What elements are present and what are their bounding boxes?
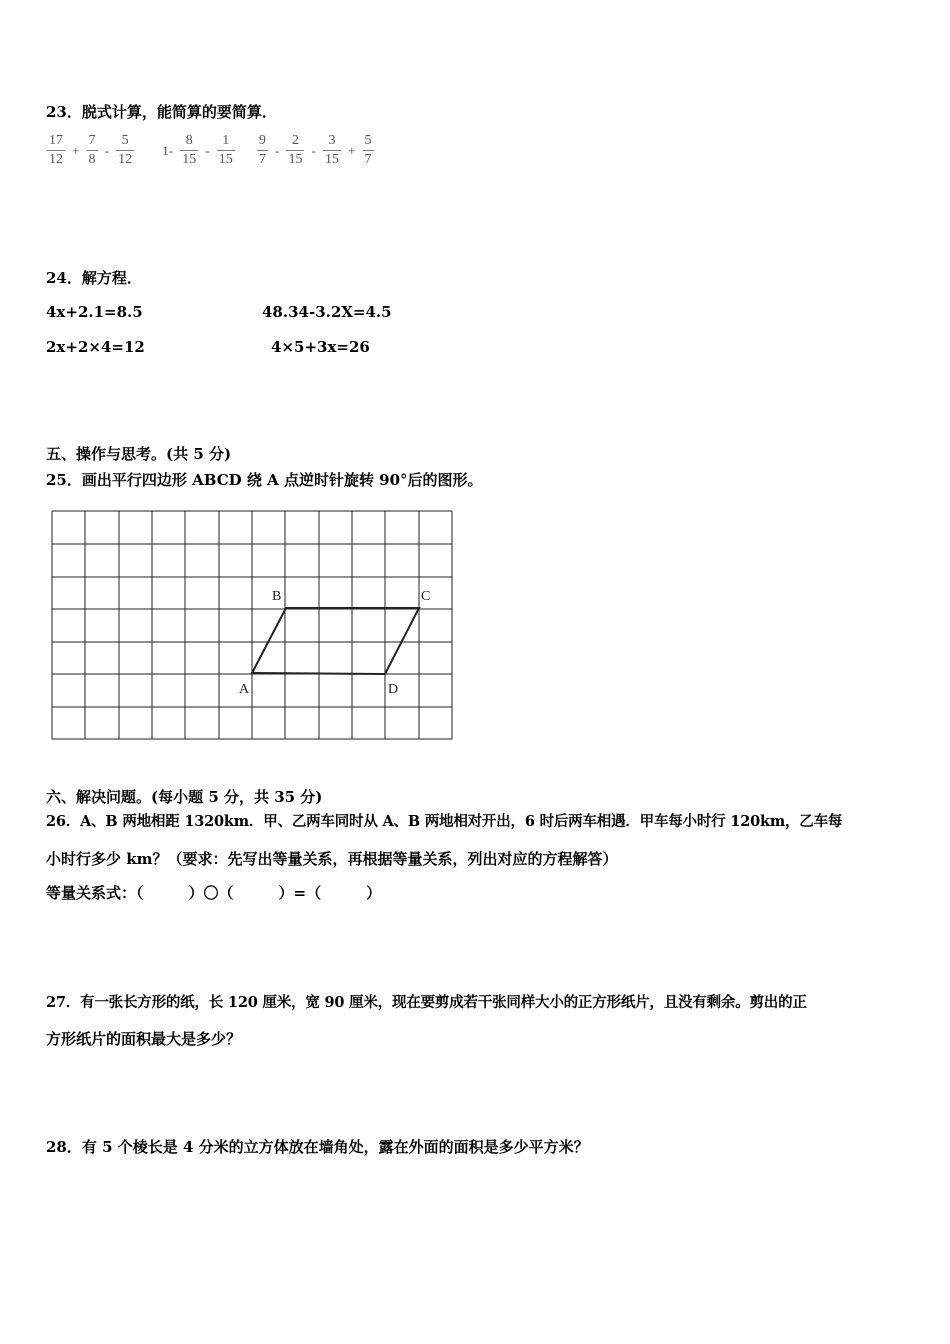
operator: + (348, 142, 356, 158)
vertex-label-b: B (272, 589, 282, 604)
vertex-label-c: C (421, 589, 431, 604)
operator: - (275, 142, 280, 158)
q24-title: 24．解方程． (46, 269, 142, 287)
q25-text: 25．画出平行四边形 ABCD 绕 A 点逆时针旋转 90°后的图形。 (46, 471, 483, 489)
section-heading: 五、操作与思考。(共 5 分) (46, 445, 232, 463)
operator: + (72, 142, 80, 158)
operator: 1- (162, 142, 174, 158)
fraction: $\frac{9}{7}$ (258, 133, 266, 167)
equation: 4×5+3x=26 (271, 338, 370, 356)
fraction: $\frac{7}{8}$ (88, 133, 96, 167)
fraction: $\frac{1}{15}$ (218, 133, 233, 167)
fraction: $\frac{2}{15}$ (288, 133, 303, 167)
equation: 48.34-3.2X=4.5 (262, 303, 392, 321)
equation: 4x+2.1=8.5 (46, 303, 143, 321)
fraction: $\frac{5}{7}$ (364, 133, 372, 167)
operator: - (104, 142, 109, 158)
equation: 2x+2×4=12 (46, 338, 145, 356)
q23-expr-1 (46, 133, 140, 167)
q23-expr-3 (256, 133, 375, 167)
parallelogram-abcd (252, 608, 419, 674)
q23-title: 23．脱式计算，能简算的要简算． (46, 103, 277, 121)
q26-line: 小时行多少 km？（要求：先写出等量关系，再根据等量关系，列出对应的方程解答） (46, 850, 618, 868)
q26-line: 26．A、B 两地相距 1320km．甲、乙两车同时从 A、B 两地相对开出，6 时后两车相遇．甲车每小时行 120km，乙车每 (46, 813, 843, 830)
grid-lines (52, 511, 452, 739)
vertex-label-a: A (239, 682, 250, 697)
q23-expressions (46, 132, 375, 178)
q27-line: 27．有一张长方形的纸，长 120 厘米，宽 90 厘米，现在要剪成若干张同样大小的正方形纸片，且没有剩余。剪出的正 (46, 994, 807, 1011)
fraction: $\frac{17}{12}$ (49, 133, 63, 167)
q27-line: 方形纸片的面积最大是多少？ (46, 1030, 242, 1048)
vertex-label-d: D (388, 682, 399, 697)
fraction: $\frac{5}{12}$ (118, 133, 133, 167)
q28-text: 28．有 5 个棱长是 4 分米的立方体放在墙角处，露在外面的面积是多少平方米？ (46, 1138, 589, 1156)
fraction: $\frac{8}{15}$ (182, 133, 197, 167)
grid-figure (50, 508, 456, 744)
q26-line: 等量关系式：（ ）〇（ ）=（ ） (46, 884, 382, 902)
operator: - (205, 142, 210, 158)
operator: - (311, 142, 316, 158)
fraction: $\frac{3}{15}$ (324, 133, 339, 167)
section-heading: 六、解决问题。(每小题 5 分，共 35 分) (46, 788, 323, 806)
q23-expr-2 (161, 133, 241, 167)
